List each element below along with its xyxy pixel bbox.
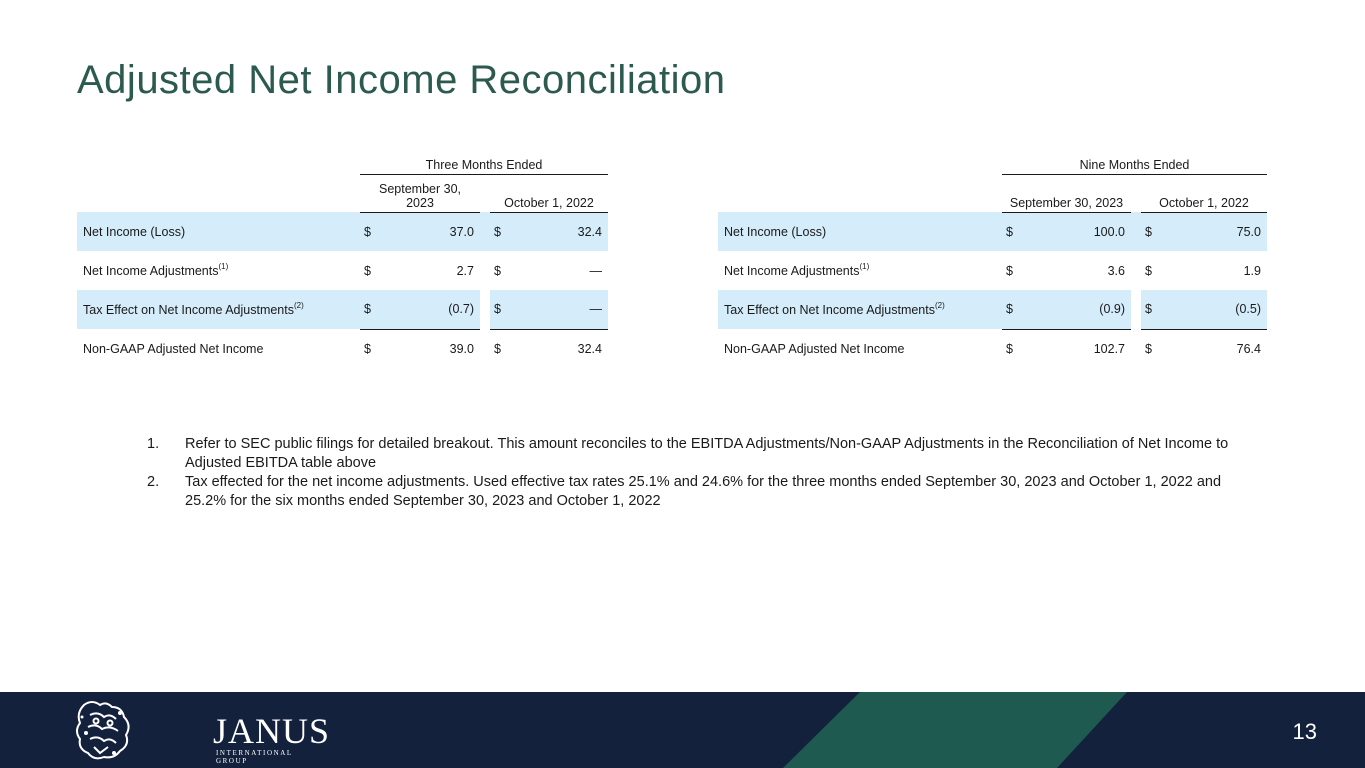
row-label: Tax Effect on Net Income Adjustments$^{(2)}$ xyxy=(718,290,1002,329)
logo-subtitle: INTERNATIONAL GROUP xyxy=(216,749,293,765)
logo-wordmark: JANUS xyxy=(213,711,331,751)
currency-symbol: $ xyxy=(1006,341,1013,356)
three-months-col1-header: September 30, 2023 xyxy=(360,174,480,212)
table-row xyxy=(77,290,608,329)
footnote-number: 1. xyxy=(147,436,160,452)
currency-symbol: $ xyxy=(364,341,371,356)
row-label: Net Income Adjustments$^{(1)}$ xyxy=(83,261,229,278)
cell-value: 1.9 xyxy=(1243,263,1261,278)
footnote-ref: (2) xyxy=(935,300,945,310)
footnotes xyxy=(147,435,1247,511)
nine-months-group-header: Nine Months Ended xyxy=(1002,150,1267,174)
cell-value: (0.7) xyxy=(375,290,480,329)
currency-symbol: $ xyxy=(490,290,505,329)
footnote-text: Refer to SEC public filings for detailed breakout. This amount reconciles to the EBITDA Adjustments/Non-GAAP Adjustments in the Reconciliation of Net Income to Adjusted EBITDA table above xyxy=(185,436,1229,471)
currency-symbol: $ xyxy=(364,263,371,278)
table-row xyxy=(718,290,1267,329)
three-months-group-header: Three Months Ended xyxy=(360,150,608,174)
footnote-item xyxy=(147,435,1247,473)
footnote-item xyxy=(147,473,1247,511)
row-label: Net Income Adjustments$^{(1)}$ xyxy=(724,261,870,278)
currency-symbol: $ xyxy=(1141,212,1156,251)
table-row xyxy=(77,251,608,290)
lion-crest-icon xyxy=(70,697,136,763)
cell-value: — xyxy=(589,263,602,278)
row-label: Net Income (Loss) xyxy=(718,212,1002,251)
nine-months-col2-header: October 1, 2022 xyxy=(1141,174,1267,212)
currency-symbol: $ xyxy=(1145,263,1152,278)
currency-symbol: $ xyxy=(494,341,501,356)
cell-value: 75.0 xyxy=(1156,212,1267,251)
currency-symbol: $ xyxy=(1141,290,1156,329)
currency-symbol: $ xyxy=(1145,341,1152,356)
cell-value: 100.0 xyxy=(1017,212,1131,251)
footer-bar xyxy=(0,692,1365,768)
row-label: Net Income (Loss) xyxy=(77,212,360,251)
table-row xyxy=(718,251,1267,290)
cell-value: 102.7 xyxy=(1093,341,1125,356)
cell-value: (0.9) xyxy=(1017,290,1131,329)
currency-symbol: $ xyxy=(1002,212,1017,251)
table-row xyxy=(718,212,1267,251)
nine-months-col1-header: September 30, 2023 xyxy=(1002,174,1131,212)
currency-symbol: $ xyxy=(360,212,375,251)
table-row xyxy=(77,329,608,368)
footnote-ref: (1) xyxy=(218,261,229,271)
cell-value: (0.5) xyxy=(1156,290,1267,329)
cell-value: 3.6 xyxy=(1107,263,1125,278)
footnote-ref: (1) xyxy=(859,261,870,271)
currency-symbol: $ xyxy=(360,290,375,329)
currency-symbol: $ xyxy=(1002,290,1017,329)
nine-months-table xyxy=(718,150,1267,368)
cell-value: 32.4 xyxy=(505,212,608,251)
cell-value: 2.7 xyxy=(456,263,474,278)
three-months-table xyxy=(77,150,608,368)
footnote-text: Tax effected for the net income adjustments. Used effective tax rates 25.1% and 24.6% for the three months ended September 30, 2023 and October 1, 2022 and 25.2% for the six months ended September 30, 2023 and October 1, 2022 xyxy=(185,474,1222,509)
row-label: Non-GAAP Adjusted Net Income xyxy=(724,341,905,356)
three-months-col2-header: October 1, 2022 xyxy=(490,174,608,212)
currency-symbol: $ xyxy=(1006,263,1013,278)
janus-logo xyxy=(70,697,331,765)
cell-value: 39.0 xyxy=(449,341,474,356)
currency-symbol: $ xyxy=(490,212,505,251)
page-title: Adjusted Net Income Reconciliation xyxy=(77,58,726,102)
cell-value: 32.4 xyxy=(577,341,602,356)
currency-symbol: $ xyxy=(494,263,501,278)
footnote-number: 2. xyxy=(147,474,160,490)
page-number: 13 xyxy=(1292,719,1317,744)
table-row xyxy=(77,212,608,251)
row-label: Non-GAAP Adjusted Net Income xyxy=(83,341,264,356)
row-label: Tax Effect on Net Income Adjustments$^{(2)}$ xyxy=(77,290,360,329)
table-row xyxy=(718,329,1267,368)
cell-value: — xyxy=(505,290,608,329)
footnote-ref: (2) xyxy=(294,300,304,310)
cell-value: 76.4 xyxy=(1236,341,1261,356)
cell-value: 37.0 xyxy=(375,212,480,251)
